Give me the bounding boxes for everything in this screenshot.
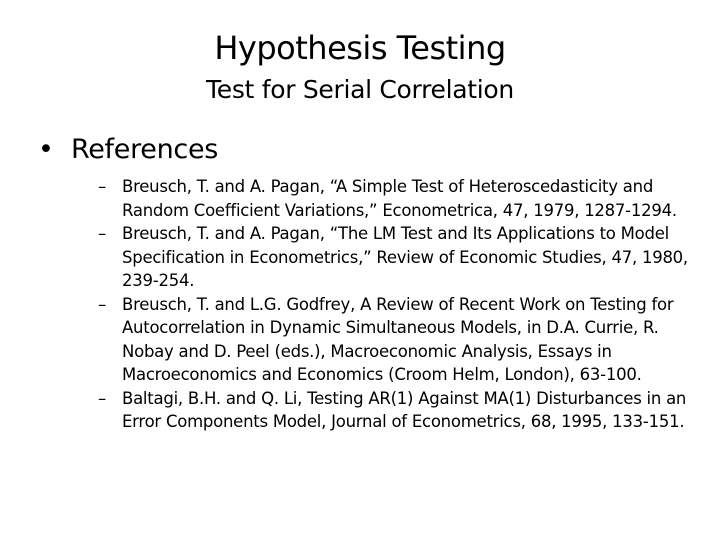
dash-icon: –: [98, 388, 106, 408]
list-item: [98, 387, 698, 434]
reference-text: Breusch, T. and A. Pagan, “The LM Test and Its Applications to Model Specification in Econometrics,” Review of Economic Studies, 47, 1980, 239-254.: [122, 224, 688, 290]
reference-text: Breusch, T. and L.G. Godfrey, A Review of Recent Work on Testing for Autocorrelation in Dynamic Simultaneous Models, in D.A. Currie, R. Nobay and D. Peel (eds.), Macroeconomic Analysis, Essays in Macroeconomics and Economics (Croom Helm, London), 63-100.: [122, 294, 674, 384]
list-item: [98, 222, 698, 293]
bullet-icon: •: [38, 134, 54, 165]
dash-icon: –: [98, 177, 106, 196]
reference-text: Baltagi, B.H. and Q. Li, Testing AR(1) Against MA(1) Disturbances in an Error Components Model, Journal of Econometrics, 68, 1995, 133-151.: [122, 388, 687, 431]
slide-title: Hypothesis Testing: [214, 29, 506, 67]
reference-text: Breusch, T. and A. Pagan, “A Simple Test of Heteroscedasticity and Random Coefficient Variations,” Econometrica, 47, 1979, 1287-1294.: [122, 177, 677, 220]
slide-subtitle: Test for Serial Correlation: [206, 75, 514, 104]
reference-list: [38, 175, 698, 434]
list-item: [98, 293, 698, 387]
section-heading-row: [38, 133, 698, 167]
dash-icon: –: [98, 294, 106, 314]
references-section: [38, 133, 698, 434]
section-heading: References: [71, 134, 219, 165]
list-item: [98, 175, 698, 222]
dash-icon: –: [98, 224, 106, 243]
